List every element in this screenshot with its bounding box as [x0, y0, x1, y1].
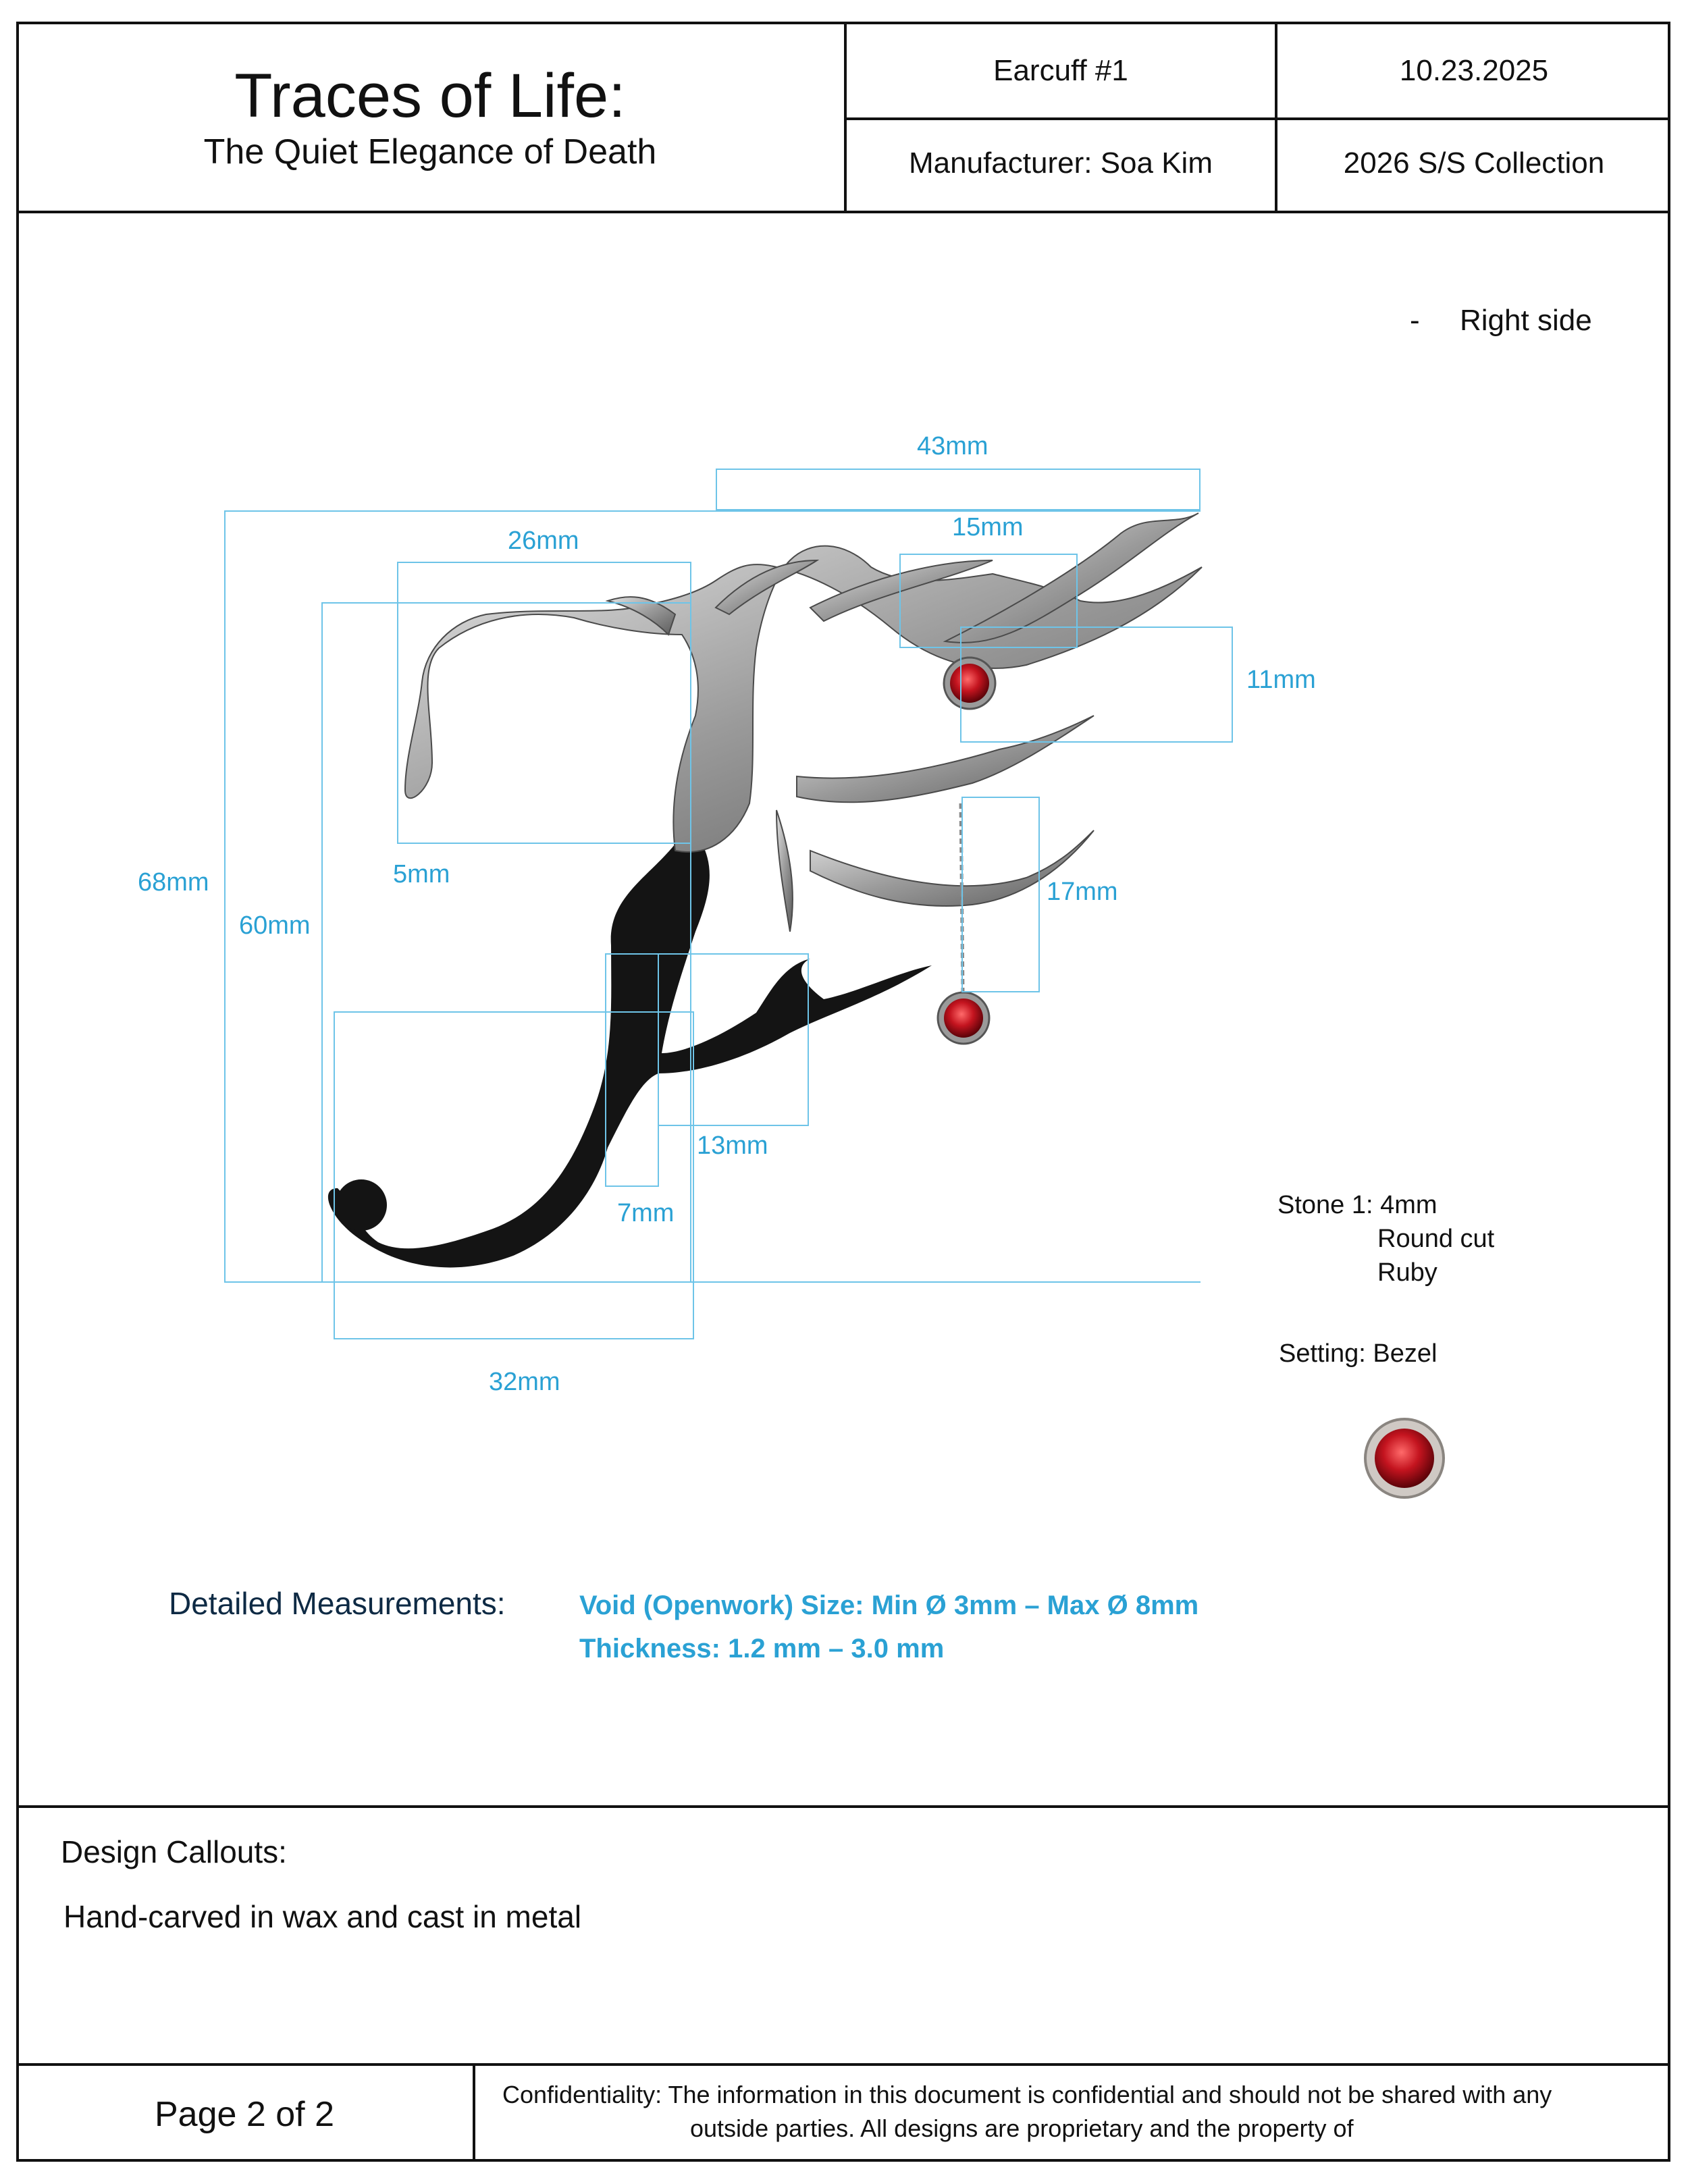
- dim-label-32: 32mm: [489, 1368, 560, 1396]
- dim-label-60: 60mm: [239, 911, 311, 940]
- view-side-label: Right side: [1460, 304, 1592, 337]
- item-name: Earcuff #1: [993, 54, 1128, 87]
- measurements-heading: Detailed Measurements:: [169, 1586, 506, 1621]
- callouts-heading: Design Callouts:: [61, 1834, 287, 1869]
- view-dash: -: [1410, 304, 1420, 337]
- dim-label-15: 15mm: [952, 513, 1024, 541]
- dim-box-43: [716, 469, 1201, 510]
- confidentiality-line-2: outside parties. All designs are proprietary and the property of: [690, 2114, 1354, 2142]
- page-title: Traces of Life:: [234, 61, 626, 130]
- dim-box-13: [658, 953, 809, 1126]
- void-size: Void (Openwork) Size: Min Ø 3mm – Max Ø 8mm: [579, 1591, 1199, 1620]
- stone-label: Stone 1: 4mm: [1277, 1191, 1438, 1219]
- dim-label-13: 13mm: [697, 1131, 768, 1160]
- dim-label-17: 17mm: [1047, 878, 1118, 906]
- dim-label-11: 11mm: [1246, 666, 1316, 694]
- page-subtitle: The Quiet Elegance of Death: [203, 132, 657, 171]
- stone-setting: Setting: Bezel: [1279, 1339, 1438, 1368]
- footer-divider: [16, 2063, 1670, 2066]
- callouts-text: Hand-carved in wax and cast in metal: [63, 1899, 582, 1934]
- thickness: Thickness: 1.2 mm – 3.0 mm: [579, 1634, 945, 1663]
- page-number: Page 2 of 2: [155, 2095, 334, 2134]
- footer-col-divider: [473, 2063, 475, 2162]
- dim-label-5: 5mm: [393, 860, 450, 888]
- dim-box-11: [960, 627, 1233, 743]
- manufacturer: Manufacturer: Soa Kim: [909, 147, 1213, 180]
- collection: 2026 S/S Collection: [1343, 147, 1605, 180]
- document-date: 10.23.2025: [1399, 54, 1549, 87]
- dim-label-68: 68mm: [138, 868, 209, 897]
- dim-box-17: [961, 797, 1040, 992]
- dim-box-7: [605, 953, 659, 1187]
- stone-type: Ruby: [1377, 1258, 1438, 1287]
- stone-cut: Round cut: [1377, 1225, 1495, 1253]
- dim-label-7: 7mm: [617, 1199, 675, 1227]
- dim-label-26: 26mm: [508, 527, 579, 555]
- setting-stone-sample: [1365, 1419, 1444, 1497]
- callouts-top-divider: [16, 1805, 1670, 1808]
- confidentiality-line-1: Confidentiality: The information in this document is confidential and should not be shared with any: [502, 2081, 1552, 2108]
- dim-label-43: 43mm: [917, 432, 988, 460]
